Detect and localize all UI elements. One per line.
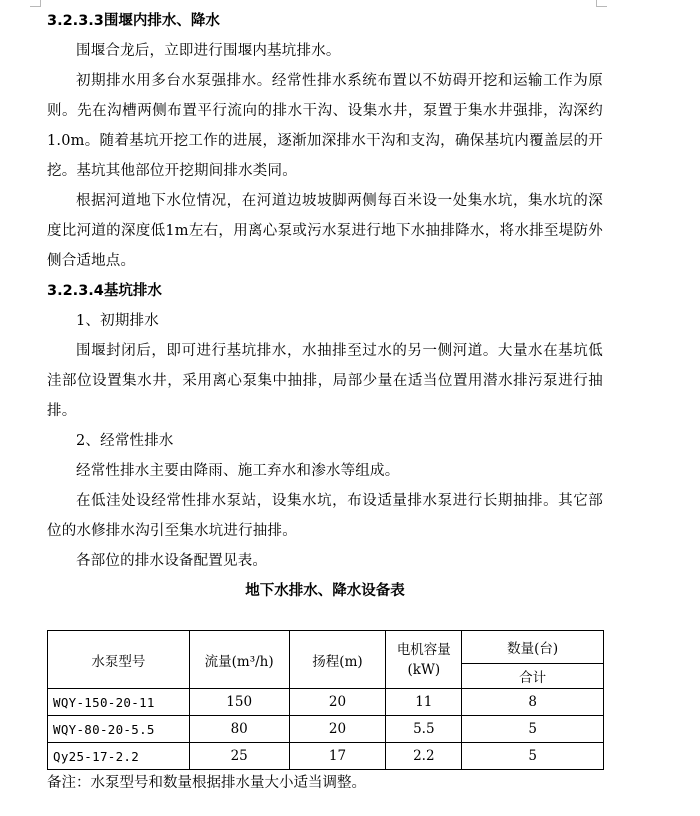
subheading-regular-drainage: 2、经常性排水 — [76, 433, 174, 449]
table-row — [48, 689, 604, 716]
header-quantity: 数量(台) — [462, 631, 604, 664]
cell-total: 5 — [462, 716, 604, 743]
equipment-table — [47, 630, 604, 770]
cell-model: Qy25-17-2.2 — [48, 743, 190, 770]
cell-flow: 80 — [189, 716, 289, 743]
page-corner-mark-left — [30, 0, 41, 7]
section-heading-pit-drainage: 3.2.3.4基坑排水 — [47, 283, 162, 299]
paragraph: 围堰合龙后，立即进行围堰内基坑排水。 — [76, 43, 341, 59]
cell-model: WQY-150-20-11 — [48, 689, 190, 716]
paragraph: 在低洼处设经常性排水泵站，设集水坑，布设适量排水泵进行长期抽排。其它部位的水修排水沟引至集水坑进行抽排。 — [47, 493, 603, 539]
header-model: 水泵型号 — [48, 631, 190, 689]
table-row — [48, 743, 604, 770]
table-note: 备注：水泵型号和数量根据排水量大小适当调整。 — [47, 775, 366, 791]
table-header-row — [48, 631, 604, 664]
paragraph: 围堰封闭后，即可进行基坑排水，水抽排至过水的另一侧河道。大量水在基坑低洼部位设置集水井，采用离心泵集中抽排，局部少量在适当位置用潜水排污泵进行抽排。 — [47, 343, 603, 419]
cell-head: 17 — [289, 743, 386, 770]
paragraph: 根据河道地下水位情况，在河道边坡坡脚两侧每百米设一处集水坑，集水坑的深度比河道的深度低1m左右，用离心泵或污水泵进行地下水抽排降水，将水排至堤防外侧合适地点。 — [47, 193, 603, 269]
cell-flow: 150 — [189, 689, 289, 716]
cell-power: 2.2 — [386, 743, 462, 770]
cell-head: 20 — [289, 689, 386, 716]
header-total: 合计 — [462, 664, 604, 689]
document-body — [47, 6, 603, 606]
table-caption: 地下水排水、降水设备表 — [245, 583, 405, 599]
paragraph: 各部位的排水设备配置见表。 — [76, 553, 268, 569]
cell-total: 5 — [462, 743, 604, 770]
section-heading-cofferdam-drainage: 3.2.3.3围堰内排水、降水 — [47, 13, 220, 29]
paragraph: 经常性排水主要由降雨、施工弃水和渗水等组成。 — [76, 463, 400, 479]
cell-model: WQY-80-20-5.5 — [48, 716, 190, 743]
cell-head: 20 — [289, 716, 386, 743]
cell-power: 5.5 — [386, 716, 462, 743]
header-power: 电机容量(kW) — [386, 631, 462, 689]
header-head: 扬程(m) — [289, 631, 386, 689]
subheading-initial-drainage: 1、初期排水 — [76, 313, 159, 329]
table-row — [48, 716, 604, 743]
cell-power: 11 — [386, 689, 462, 716]
header-flow: 流量(m³/h) — [189, 631, 289, 689]
paragraph: 初期排水用多台水泵强排水。经常性排水系统布置以不妨碍开挖和运输工作为原则。先在沟槽两侧布置平行流向的排水干沟、设集水井，泵置于集水井强排，沟深约1.0m。随着基坑开挖工作的进展，逐渐加深排水干沟和支沟，确保基坑内覆盖层的开挖。基坑其他部位开挖期间排水类同。 — [47, 73, 603, 179]
cell-total: 8 — [462, 689, 604, 716]
cell-flow: 25 — [189, 743, 289, 770]
